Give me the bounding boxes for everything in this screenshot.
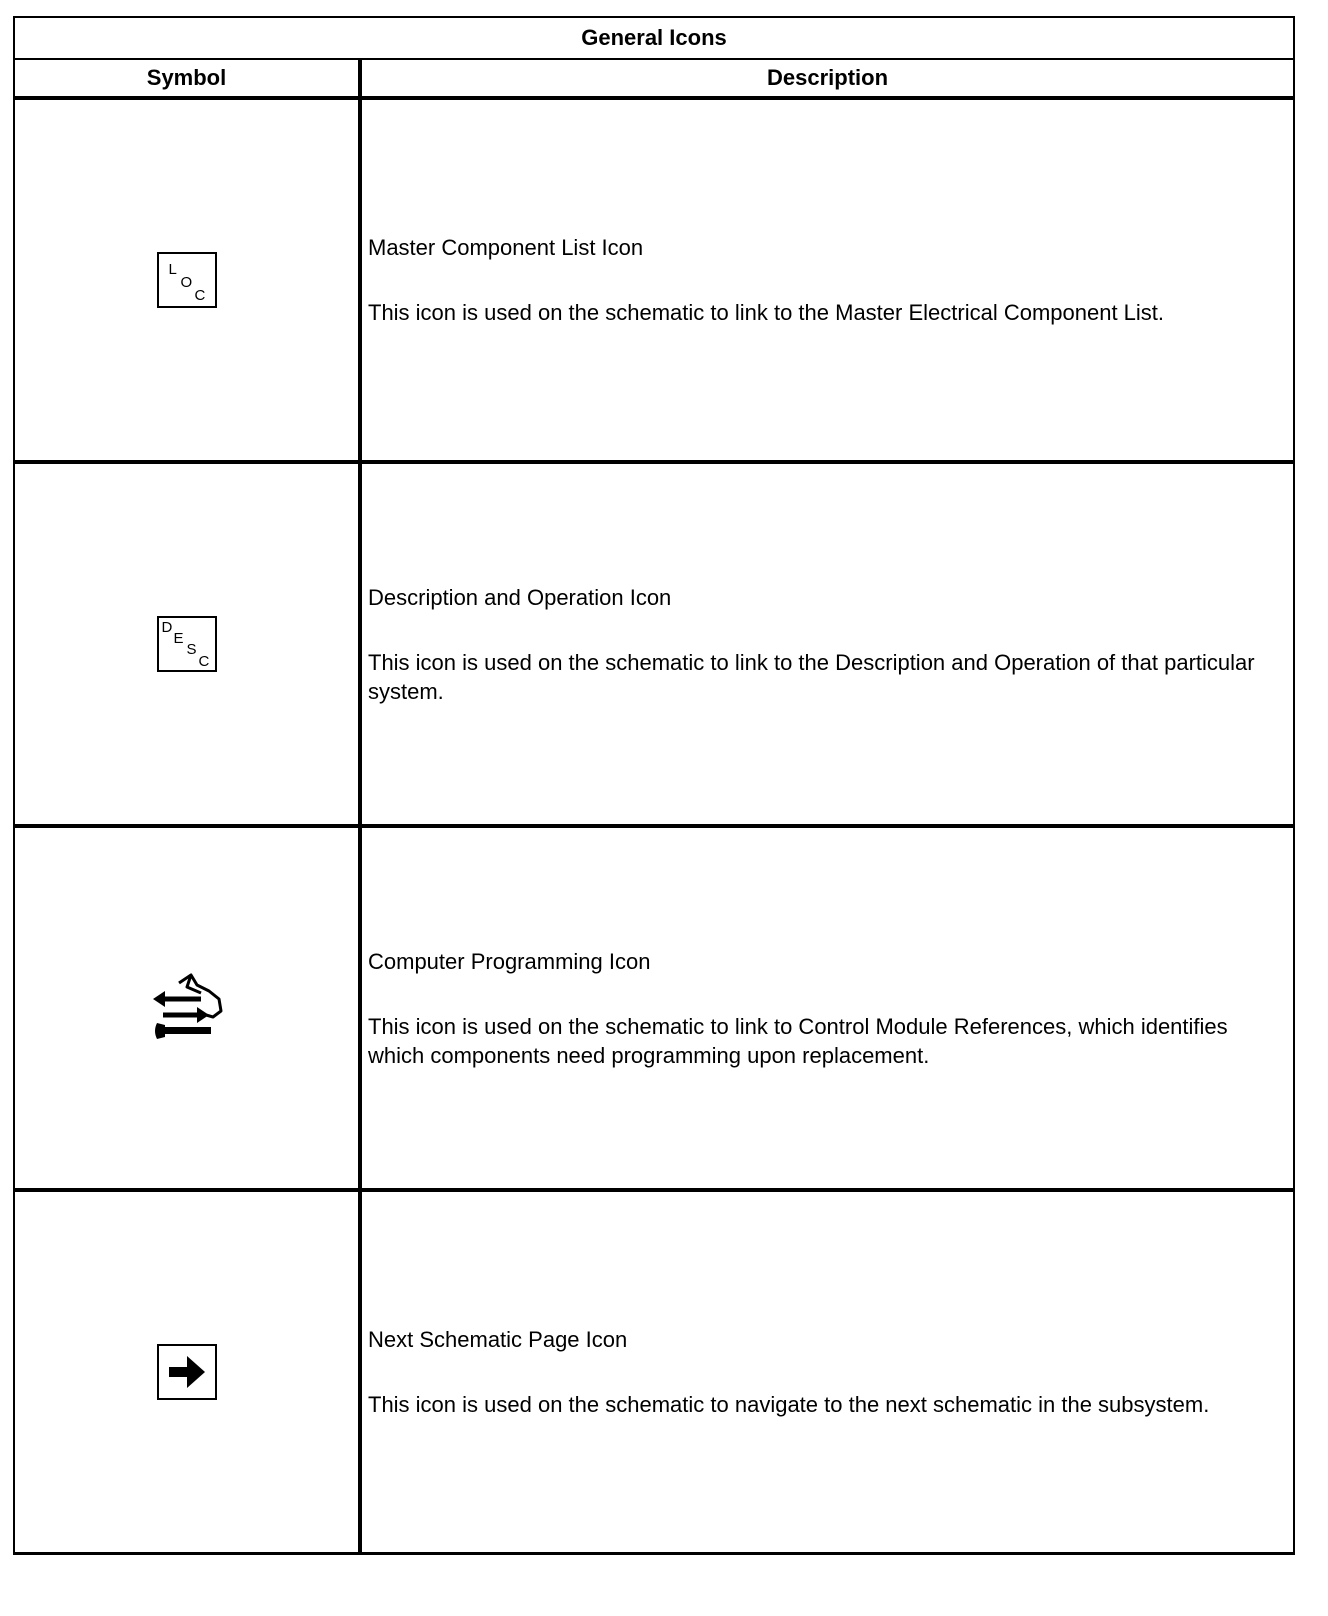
row-description: This icon is used on the schematic to link to the Master Electrical Component List. xyxy=(368,300,1165,325)
desc-icon-letter: S xyxy=(186,641,197,658)
table-header-row xyxy=(14,59,1294,98)
loc-icon-letter: L xyxy=(168,261,177,278)
symbol-cell xyxy=(14,98,360,462)
description-cell xyxy=(360,1190,1294,1554)
table-row xyxy=(14,462,1294,826)
desc-icon xyxy=(157,616,217,672)
table-row xyxy=(14,826,1294,1190)
desc-icon-letter: D xyxy=(161,619,173,636)
description-cell xyxy=(360,462,1294,826)
desc-icon-letter: E xyxy=(173,630,184,647)
row-description: This icon is used on the schematic to link to the Description and Operation of that particular system. xyxy=(368,649,1255,704)
computer-programming-icon xyxy=(151,973,223,1043)
table-row xyxy=(14,98,1294,462)
row-description: This icon is used on the schematic to link to Control Module References, which identifies which components need programming upon replacement. xyxy=(368,1013,1228,1068)
desc-icon-letter: C xyxy=(198,653,210,670)
symbol-cell xyxy=(14,826,360,1190)
symbol-cell xyxy=(14,1190,360,1554)
description-column-header: Description xyxy=(360,59,1294,98)
row-title: Master Component List Icon xyxy=(368,235,644,260)
table-title: General Icons xyxy=(14,17,1294,59)
table-row xyxy=(14,1190,1294,1554)
table-title-row xyxy=(14,17,1294,59)
next-page-arrow-icon xyxy=(157,1344,217,1400)
symbol-column-header: Symbol xyxy=(14,59,360,98)
general-icons-table xyxy=(13,16,1295,1555)
description-cell xyxy=(360,98,1294,462)
loc-icon-letter: O xyxy=(180,274,193,291)
row-title: Next Schematic Page Icon xyxy=(368,1327,628,1352)
symbol-cell xyxy=(14,462,360,826)
row-title: Description and Operation Icon xyxy=(368,584,672,610)
loc-icon xyxy=(157,252,217,308)
description-cell xyxy=(360,826,1294,1190)
row-title: Computer Programming Icon xyxy=(368,948,651,974)
loc-icon-letter: C xyxy=(194,287,206,304)
row-description: This icon is used on the schematic to navigate to the next schematic in the subsystem. xyxy=(368,1392,1210,1417)
